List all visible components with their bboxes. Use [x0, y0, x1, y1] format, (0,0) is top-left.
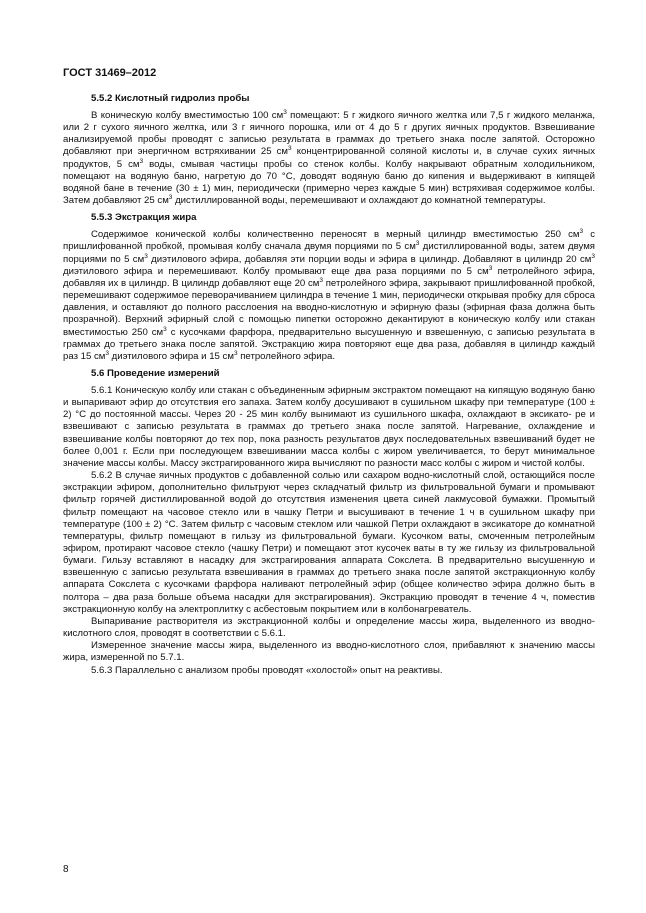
document-body: [63, 93, 595, 682]
superscript: 3: [579, 228, 584, 236]
superscript: 3: [233, 349, 238, 357]
paragraph: Измеренное значение массы жира, выделенного из вводно-кислотного слоя, прибавляют к значению массы жира, измеренной по 5.7.1.: [63, 640, 595, 664]
superscript: 3: [168, 194, 173, 202]
paragraph: 5.6.2 В случае яичных продуктов с добавленной солью или сахаром водно-кислотный слой, остающийся после экстракции эфиром, дополнительно фильтруют через складчатый фильтр из фильтровальной бумаги и промывают фильтр горячей дистиллированной водой до отсутствия изменения цвета синей лакмусовой бумажки. Промытый фильтр помещают на часовое стекло или в чашку Петри и высушивают в течение 1 ч в сушильном шкафу при температуре (100 ± 2) °С. Затем фильтр с часовым стеклом или чашкой Петри охлаждают в эксикаторе до комнатной температуры, фильтр помещают в гильзу из фильтровальной бумаги. Кусочком ваты, смоченным петролейным эфиром, протирают часовое стекло (чашку Петри) и помещают этот кусочек ваты в ту же гильзу из фильтровальной бумаги. Гильзу вставляют в насадку для экстрагирования аппарата Сокслета. В предварительно высушенную и взвешенную с записью результата взвешивания в граммах до третьего знака после запятой экстракционную колбу аппарата Сокслета с кусочками фарфора наливают петролейный эфир (общее количество эфира должно быть в полтора – два раза больше объема насадки для экстрагирования). Экстракцию проводят в течение 4 ч, поместив экстракционную колбу на электроплитку с асбестовым покрытием или в колбонагреватель.: [63, 470, 595, 615]
superscript: 3: [591, 252, 595, 260]
section-heading: 5.5.2 Кислотный гидролиз пробы: [91, 93, 250, 104]
paragraph: 5.6.3 Параллельно с анализом пробы проводят «холостой» опыт на реактивы.: [91, 664, 443, 676]
paragraph: В коническую колбу вместимостью 100 $см^3$ помещают: 5 г жидкого яичного желтка или 7,5 г жидкого меланжа, или 2 г сухого яичного желтка, или 3 г яичного порошка, или от 4 до 5 г других яичных продуктов. Взвешивание анализируемой пробы проводят с записью результата в граммах до третьего знака после запятой. Осторожно добавляют при энергичном встряхивании 25 $см^3$ концентрированной соляной кислоты и, в случае сухих яичных продуктов, 5 $см^3$ воды, смывая частицы пробы со стенок колбы. Колбу накрывают обратным холодильником, помещают на водяную баню, нагретую до 70 °С, доводят водяную баню до кипения и выдерживают в кипящей водяной бане в течение (30 ± 1) мин, периодически (примерно через каждые 5 мин) встряхивая содержимое колбы. Затем добавляют 25 $см^3$ дистиллированной воды, перемешивают и охлаждают до комнатной температуры.: [63, 109, 595, 207]
section-heading: 5.6 Проведение измерений: [91, 367, 220, 379]
superscript: 3: [144, 252, 148, 260]
superscript: 3: [488, 264, 493, 272]
paragraph: Выпаривание растворителя из экстракционной колбы и определение массы жира, выделенного из вводно-кислотного слоя, проводят в соответствии с 5.6.1.: [63, 615, 595, 640]
section: [63, 212, 595, 363]
document-header: ГОСТ 31469–2012: [63, 67, 157, 79]
section: [63, 93, 595, 207]
superscript: 3: [319, 276, 324, 284]
paragraph: 5.6.1 Коническую колбу или стакан с объединенным эфирным экстрактом помещают на кипящую водяную баню и выпаривают эфир до отсутствия его запаха. Затем колбу досушивают в сушильном шкафу при температуре (100 ± 2) °С до постоянной массы. Через 20 - 25 мин колбу вынимают из сушильного шкафа, охлаждают в эксикато- ре и взвешивают с записью результата в граммах до третьего знака после запятой. Нагревание, охлаждение и взвешивание колбы повторяют до тех пор, пока разность результатов двух последовательных взвешиваний будет не более 0,001 г. Если при последующем взвешивании масса колбы с жиром увеличивается, то берут минимальное значение массы колбы. Массу экстрагированного жира вычисляют по разности масс колбы с жиром и чистой колбы.: [63, 384, 595, 469]
superscript: 3: [415, 240, 420, 248]
section: [63, 368, 595, 677]
paragraph: Содержимое конической колбы количественно переносят в мерный цилиндр вместимостью 250 $см^3$ с пришлифованной пробкой, промывая колбу сначала двумя порциями по 5 $см^3$ дистиллированной воды, затем двумя порциями по 5 $см^3$ диэтилового эфира, добавляя эти порции воды и эфира в цилиндр. Добавляют в цилиндр 20 $см^3$ диэтилового эфира и перемешивают. Колбу промывают еще два раза порциями по 5 $см^3$ петролейного эфира, добавляя их в цилиндр. В цилиндр добавляют еще 20 $см^3$ петролейного эфира, закрывают пришлифованной пробкой, перемешивают содержимое переворачиванием цилиндра в течение 1 мин, периодически открывая пробку для сброса давления, и оставляют до полного расслоения на вводно-кислотную и эфирную фазы (эфирная фаза должна быть прозрачной). Верхний эфирный слой с помощью пипетки осторожно декантируют в коническую колбу или стакан вместимостью 250 $см^3$ с кусочками фарфора, предварительно высушенную и взвешенную, с записью результата в граммах до третьего знака после запятой. Экстракцию жира повторяют еще два раза, добавляя в цилиндр каждый раз 15 $см^3$ диэтилового эфира и 15 $см^3$ петролейного эфира.: [63, 228, 595, 362]
superscript: 3: [139, 157, 144, 165]
superscript: 3: [105, 349, 109, 357]
superscript: 3: [288, 145, 292, 153]
superscript: 3: [283, 109, 287, 116]
section-heading: 5.5.3 Экстракция жира: [91, 212, 197, 224]
superscript: 3: [163, 325, 167, 333]
page-number: 8: [63, 864, 69, 875]
